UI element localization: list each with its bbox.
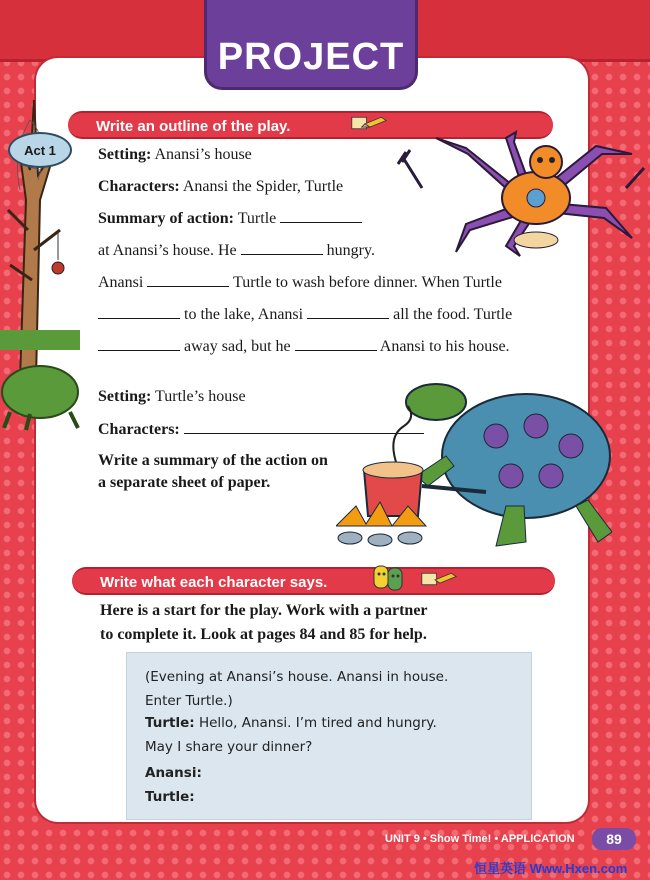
blank-4[interactable]	[98, 307, 180, 319]
script-line-2: Enter Turtle.)	[145, 693, 233, 709]
blank-3[interactable]	[147, 275, 229, 287]
turtle-cooking-illustration	[336, 366, 612, 556]
act1-characters: Characters: Anansi the Spider, Turtle	[98, 178, 344, 195]
page-number: 89	[592, 828, 636, 850]
script-box	[126, 652, 532, 820]
blank-7[interactable]	[295, 339, 377, 351]
small-spider-icon	[52, 262, 64, 274]
unit-footer: UNIT 9 • Show Time! • APPLICATION	[385, 833, 575, 845]
blank-6[interactable]	[98, 339, 180, 351]
pencil-icon-2	[416, 570, 462, 588]
act1-setting: Setting: Anansi’s house	[98, 146, 252, 163]
watermark: 恒星英语 Www.Hxen.com	[474, 861, 628, 876]
script-anansi-label[interactable]: Anansi:	[145, 765, 202, 781]
section3-instruction-line-2: to complete it. Look at pages 84 and 85 for help.	[100, 626, 427, 643]
act1-summary-line-5: away sad, but he Anansi to his house.	[98, 338, 510, 356]
masks-icon	[372, 562, 406, 594]
act1-summary-line-4: to the lake, Anansi all the food. Turtle	[98, 306, 512, 324]
script-turtle-label-2[interactable]: Turtle:	[145, 789, 195, 805]
small-turtle-icon	[0, 352, 82, 432]
section3-instruction-line-1: Here is a start for the play. Work with a partner	[100, 602, 428, 619]
act2-instruction-line-1: Write a summary of the action on	[98, 452, 328, 469]
act1-summary-line-2: at Anansi’s house. He hungry.	[98, 242, 375, 259]
pencil-icon	[346, 114, 392, 132]
project-tab	[204, 0, 418, 90]
act-1-badge: Act 1	[8, 132, 72, 168]
script-line-1: (Evening at Anansi’s house. Anansi in house.	[145, 669, 449, 685]
blank-1[interactable]	[280, 211, 362, 223]
blank-5[interactable]	[307, 307, 389, 319]
act2-setting: Setting: Turtle’s house	[98, 388, 246, 405]
script-turtle-line-2: May I share your dinner?	[145, 739, 313, 755]
act2-instruction-line-2: a separate sheet of paper.	[98, 474, 271, 491]
blank-2[interactable]	[241, 243, 323, 255]
act1-summary-line-3: Anansi Turtle to wash before dinner. When Turtle	[98, 274, 502, 291]
act1-summary-line-1: Summary of action: Turtle	[98, 210, 362, 228]
character-says-banner: Write what each character says.	[72, 567, 555, 595]
spider-illustration	[396, 128, 648, 258]
outline-banner: Write an outline of the play.	[68, 111, 553, 139]
page-title: PROJECT	[217, 36, 405, 78]
script-turtle-line-1: Turtle: Hello, Anansi. I’m tired and hungry.	[145, 715, 437, 731]
act2-characters: Characters:	[98, 421, 424, 439]
